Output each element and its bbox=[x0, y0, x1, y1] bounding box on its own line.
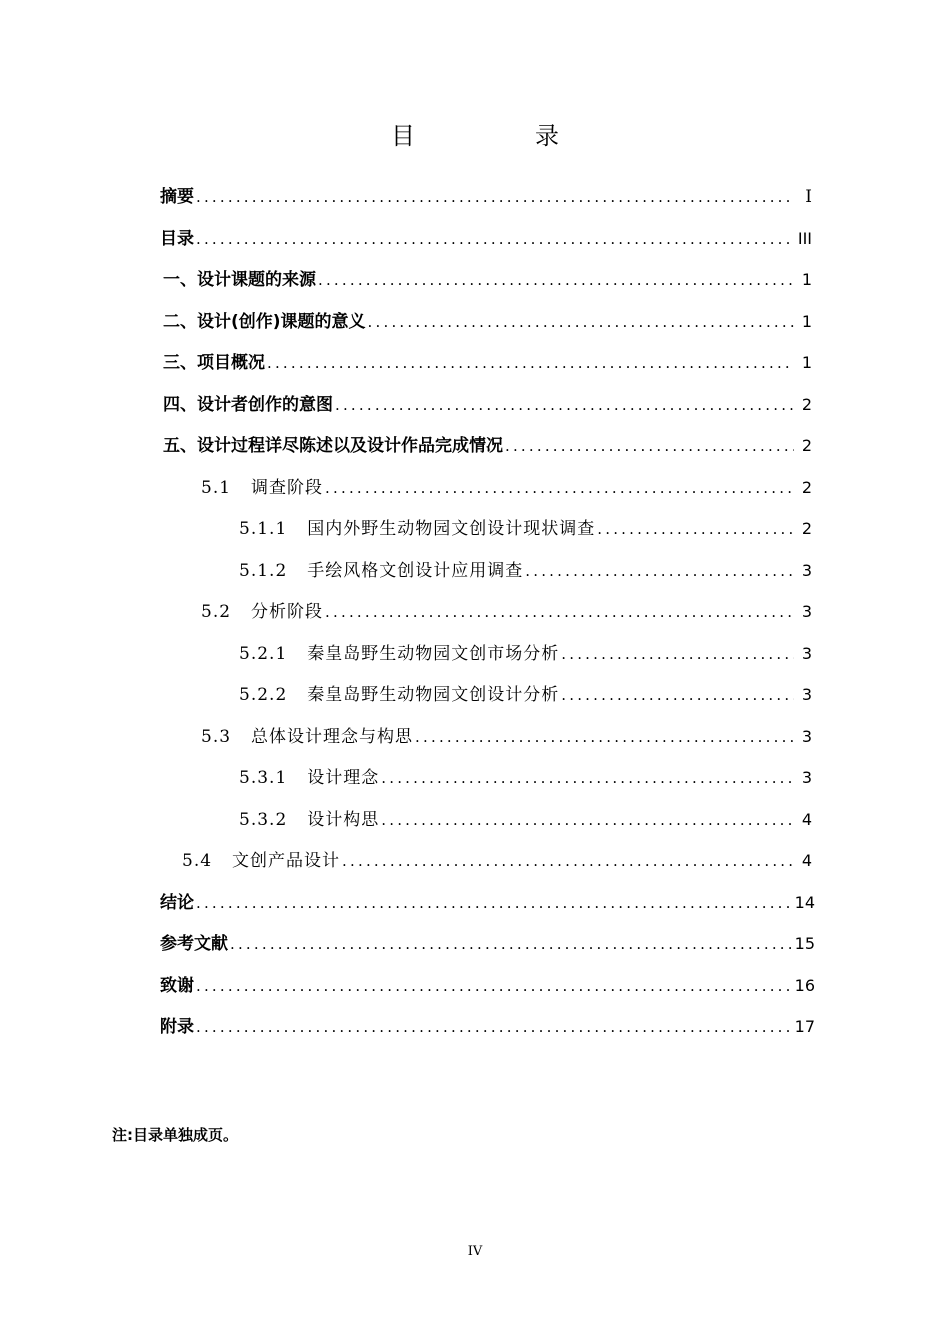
toc-label: 结论 bbox=[160, 893, 194, 913]
toc-entry-5-2-1[interactable] bbox=[239, 641, 812, 667]
toc-page: 1 bbox=[801, 270, 812, 289]
leader-dots bbox=[318, 267, 794, 293]
toc-label: 致谢 bbox=[160, 976, 194, 996]
toc-entry-5-1-1[interactable] bbox=[239, 516, 812, 542]
toc-number: 5.2.1 bbox=[239, 644, 288, 664]
leader-dots bbox=[335, 392, 794, 418]
leader-dots bbox=[505, 433, 794, 459]
page-number: IV bbox=[467, 1244, 483, 1259]
toc-label: 分析阶段 bbox=[251, 602, 324, 622]
toc-page: 4 bbox=[801, 810, 812, 829]
leader-dots bbox=[196, 973, 791, 999]
leader-dots bbox=[525, 558, 794, 584]
toc-entry-section-1[interactable] bbox=[163, 267, 812, 293]
leader-dots bbox=[381, 765, 794, 791]
leader-dots bbox=[325, 599, 794, 625]
toc-page: 2 bbox=[801, 519, 812, 538]
toc-number: 5.2.2 bbox=[239, 685, 288, 705]
toc-label: 一、设计课题的来源 bbox=[163, 270, 316, 290]
toc-page: 16 bbox=[794, 976, 815, 995]
toc-entry-section-3[interactable] bbox=[163, 350, 812, 376]
toc-number: 5.1 bbox=[201, 478, 232, 498]
leader-dots bbox=[381, 807, 794, 833]
toc-label: 秦皇岛野生动物园文创市场分析 bbox=[307, 644, 560, 664]
toc-entry-5-2[interactable] bbox=[201, 599, 812, 625]
leader-dots bbox=[597, 516, 794, 542]
toc-label: 五、设计过程详尽陈述以及设计作品完成情况 bbox=[163, 436, 503, 456]
toc-entry-conclusion[interactable] bbox=[160, 890, 815, 916]
leader-dots bbox=[561, 641, 794, 667]
toc-page: 1 bbox=[801, 312, 812, 331]
note-text: 注:目录单独成页。 bbox=[112, 1126, 238, 1144]
toc-label: 四、设计者创作的意图 bbox=[163, 395, 333, 415]
toc-number: 5.3 bbox=[201, 727, 232, 747]
toc-number: 5.1.1 bbox=[239, 519, 288, 539]
toc-entry-5-4[interactable] bbox=[182, 848, 812, 874]
page-title: 目 录 bbox=[391, 122, 607, 150]
toc-label: 参考文献 bbox=[160, 934, 228, 954]
toc-page: 4 bbox=[801, 851, 812, 870]
toc-entry-references[interactable] bbox=[160, 931, 815, 957]
toc-page: 3 bbox=[801, 768, 812, 787]
leader-dots bbox=[196, 226, 794, 252]
toc-page: 3 bbox=[801, 602, 812, 621]
leader-dots bbox=[415, 724, 794, 750]
toc-page: 2 bbox=[801, 478, 812, 497]
leader-dots bbox=[368, 309, 794, 335]
leader-dots bbox=[267, 350, 794, 376]
toc-number: 5.2 bbox=[201, 602, 232, 622]
toc-number: 5.4 bbox=[182, 851, 213, 871]
toc-entry-contents[interactable] bbox=[160, 226, 812, 252]
leader-dots bbox=[196, 890, 791, 916]
toc-entry-5-3[interactable] bbox=[201, 724, 812, 750]
toc-page: 1 bbox=[801, 353, 812, 372]
toc-entry-section-5[interactable] bbox=[163, 433, 812, 459]
leader-dots bbox=[196, 1014, 791, 1040]
toc-entry-5-1-2[interactable] bbox=[239, 558, 812, 584]
toc-entry-section-4[interactable] bbox=[163, 392, 812, 418]
toc-entry-5-3-1[interactable] bbox=[239, 765, 812, 791]
toc-page: 14 bbox=[794, 893, 815, 912]
toc-entry-section-2[interactable] bbox=[163, 309, 812, 335]
leader-dots bbox=[196, 184, 794, 210]
toc-label: 文创产品设计 bbox=[232, 851, 341, 871]
toc-label: 附录 bbox=[160, 1017, 194, 1037]
toc-label: 调查阶段 bbox=[251, 478, 324, 498]
leader-dots bbox=[230, 931, 791, 957]
leader-dots bbox=[561, 682, 794, 708]
toc-number: 5.1.2 bbox=[239, 561, 288, 581]
toc-label: 摘要 bbox=[160, 187, 194, 207]
toc-page: 15 bbox=[794, 934, 815, 953]
toc-label: 三、项目概况 bbox=[163, 353, 265, 373]
toc-label: 总体设计理念与构思 bbox=[251, 727, 414, 747]
toc-page: III bbox=[797, 229, 812, 248]
toc-page: 3 bbox=[801, 727, 812, 746]
toc-entry-acknowledgements[interactable] bbox=[160, 973, 815, 999]
toc-label: 国内外野生动物园文创设计现状调查 bbox=[307, 519, 596, 539]
toc-entry-5-3-2[interactable] bbox=[239, 807, 812, 833]
leader-dots bbox=[325, 475, 794, 501]
toc-label: 二、设计(创作)课题的意义 bbox=[163, 312, 366, 332]
toc-label: 设计构思 bbox=[307, 810, 380, 830]
leader-dots bbox=[342, 848, 794, 874]
toc-page: 2 bbox=[801, 436, 812, 455]
toc-page: Ⅰ bbox=[805, 187, 812, 207]
toc-page: 3 bbox=[801, 561, 812, 580]
toc-page: 3 bbox=[801, 685, 812, 704]
toc-label: 手绘风格文创设计应用调查 bbox=[307, 561, 524, 581]
toc-label: 秦皇岛野生动物园文创设计分析 bbox=[307, 685, 560, 705]
toc-number: 5.3.2 bbox=[239, 810, 288, 830]
toc-label: 目录 bbox=[160, 229, 194, 249]
toc-entry-5-2-2[interactable] bbox=[239, 682, 812, 708]
toc-entry-abstract[interactable] bbox=[160, 184, 812, 210]
toc-page: 3 bbox=[801, 644, 812, 663]
toc-entry-appendix[interactable] bbox=[160, 1014, 815, 1040]
toc-page: 17 bbox=[794, 1017, 815, 1036]
toc-number: 5.3.1 bbox=[239, 768, 288, 788]
toc-page: 2 bbox=[801, 395, 812, 414]
toc-entry-5-1[interactable] bbox=[201, 475, 812, 501]
toc-label: 设计理念 bbox=[307, 768, 380, 788]
